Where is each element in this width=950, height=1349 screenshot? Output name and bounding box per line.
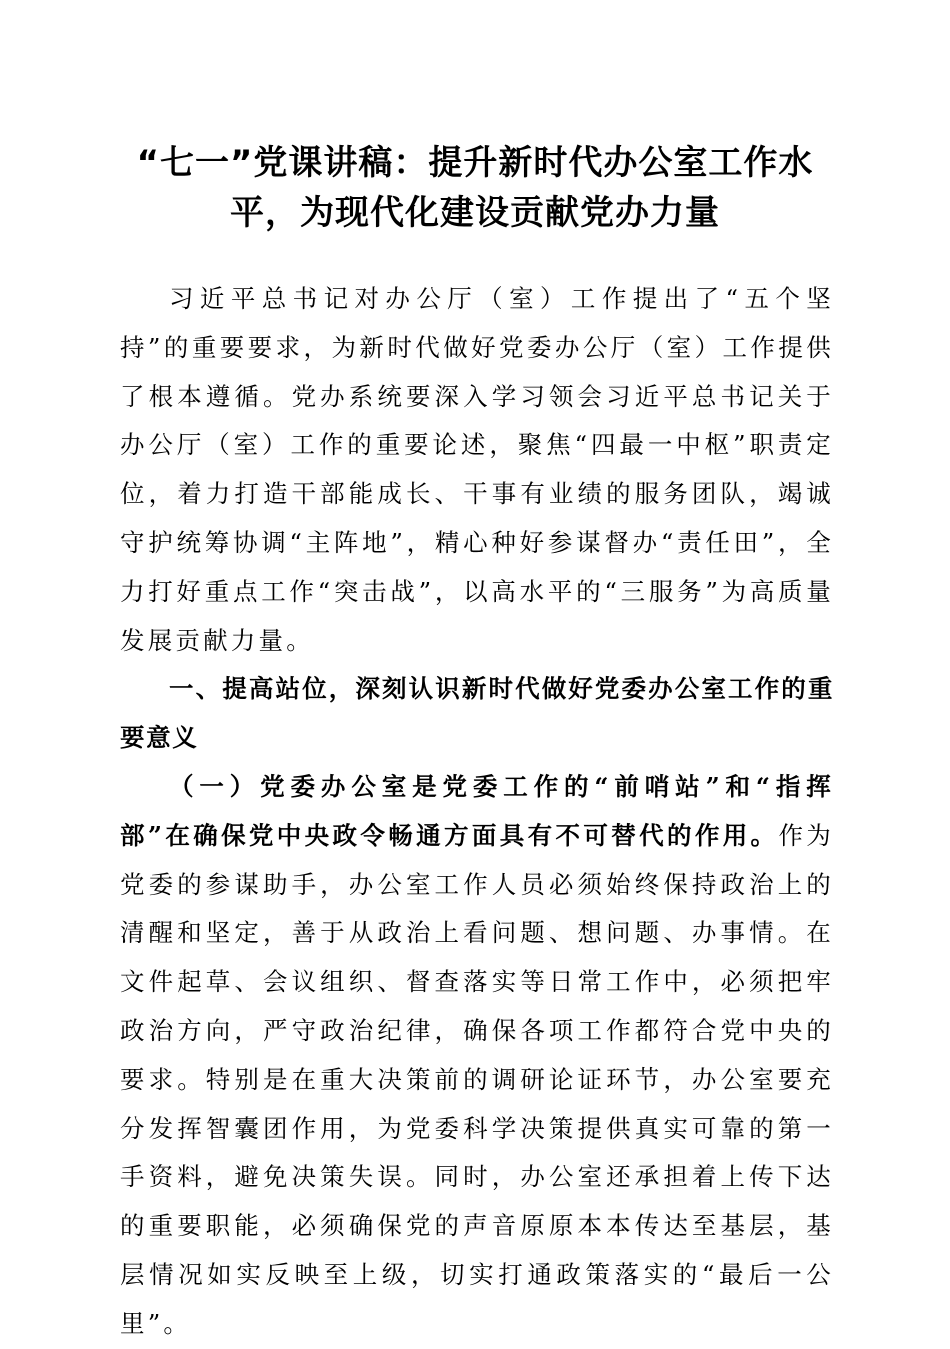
subsection-lead: （一）党委办公室是党委工作的“前哨站”和“指挥部”在确保党中央政令畅通方面具有不可替代的作用。 xyxy=(120,771,834,850)
document-title: “七一”党课讲稿：提升新时代办公室工作水平，为现代化建设贡献党办力量 xyxy=(136,143,814,233)
subsection-paragraph xyxy=(120,763,834,1349)
subsection-body: 作为党委的参谋助手，办公室工作人员必须始终保持政治上的清醒和坚定，善于从政治上看问题、想问题、办事情。在文件起草、会议组织、督查落实等日常工作中，必须把牢政治方向，严守政治纪律，确保各项工作都符合党中央的要求。特别是在重大决策前的调研论证环节，办公室要充分发挥智囊团作用，为党委科学决策提供真实可靠的第一手资料，避免决策失误。同时，办公室还承担着上传下达的重要职能，必须确保党的声音原原本本传达至基层，基层情况如实反映至上级，切实打通政策落实的“最后一公里”。 xyxy=(120,820,835,1338)
document-body xyxy=(120,275,834,1349)
section-heading: 一、提高站位，深刻认识新时代做好党委办公室工作的重要意义 xyxy=(120,674,834,753)
intro-paragraph: 习近平总书记对办公厅（室）工作提出了“五个坚持”的重要要求，为新时代做好党委办公厅（室）工作提供了根本遵循。党办系统要深入学习领会习近平总书记关于办公厅（室）工作的重要论述，聚焦“四最一中枢”职责定位，着力打造干部能成长、干事有业绩的服务团队，竭诚守护统筹协调“主阵地”，精心种好参谋督办“责任田”，全力打好重点工作“突击战”，以高水平的“三服务”为高质量发展贡献力量。 xyxy=(120,284,834,655)
